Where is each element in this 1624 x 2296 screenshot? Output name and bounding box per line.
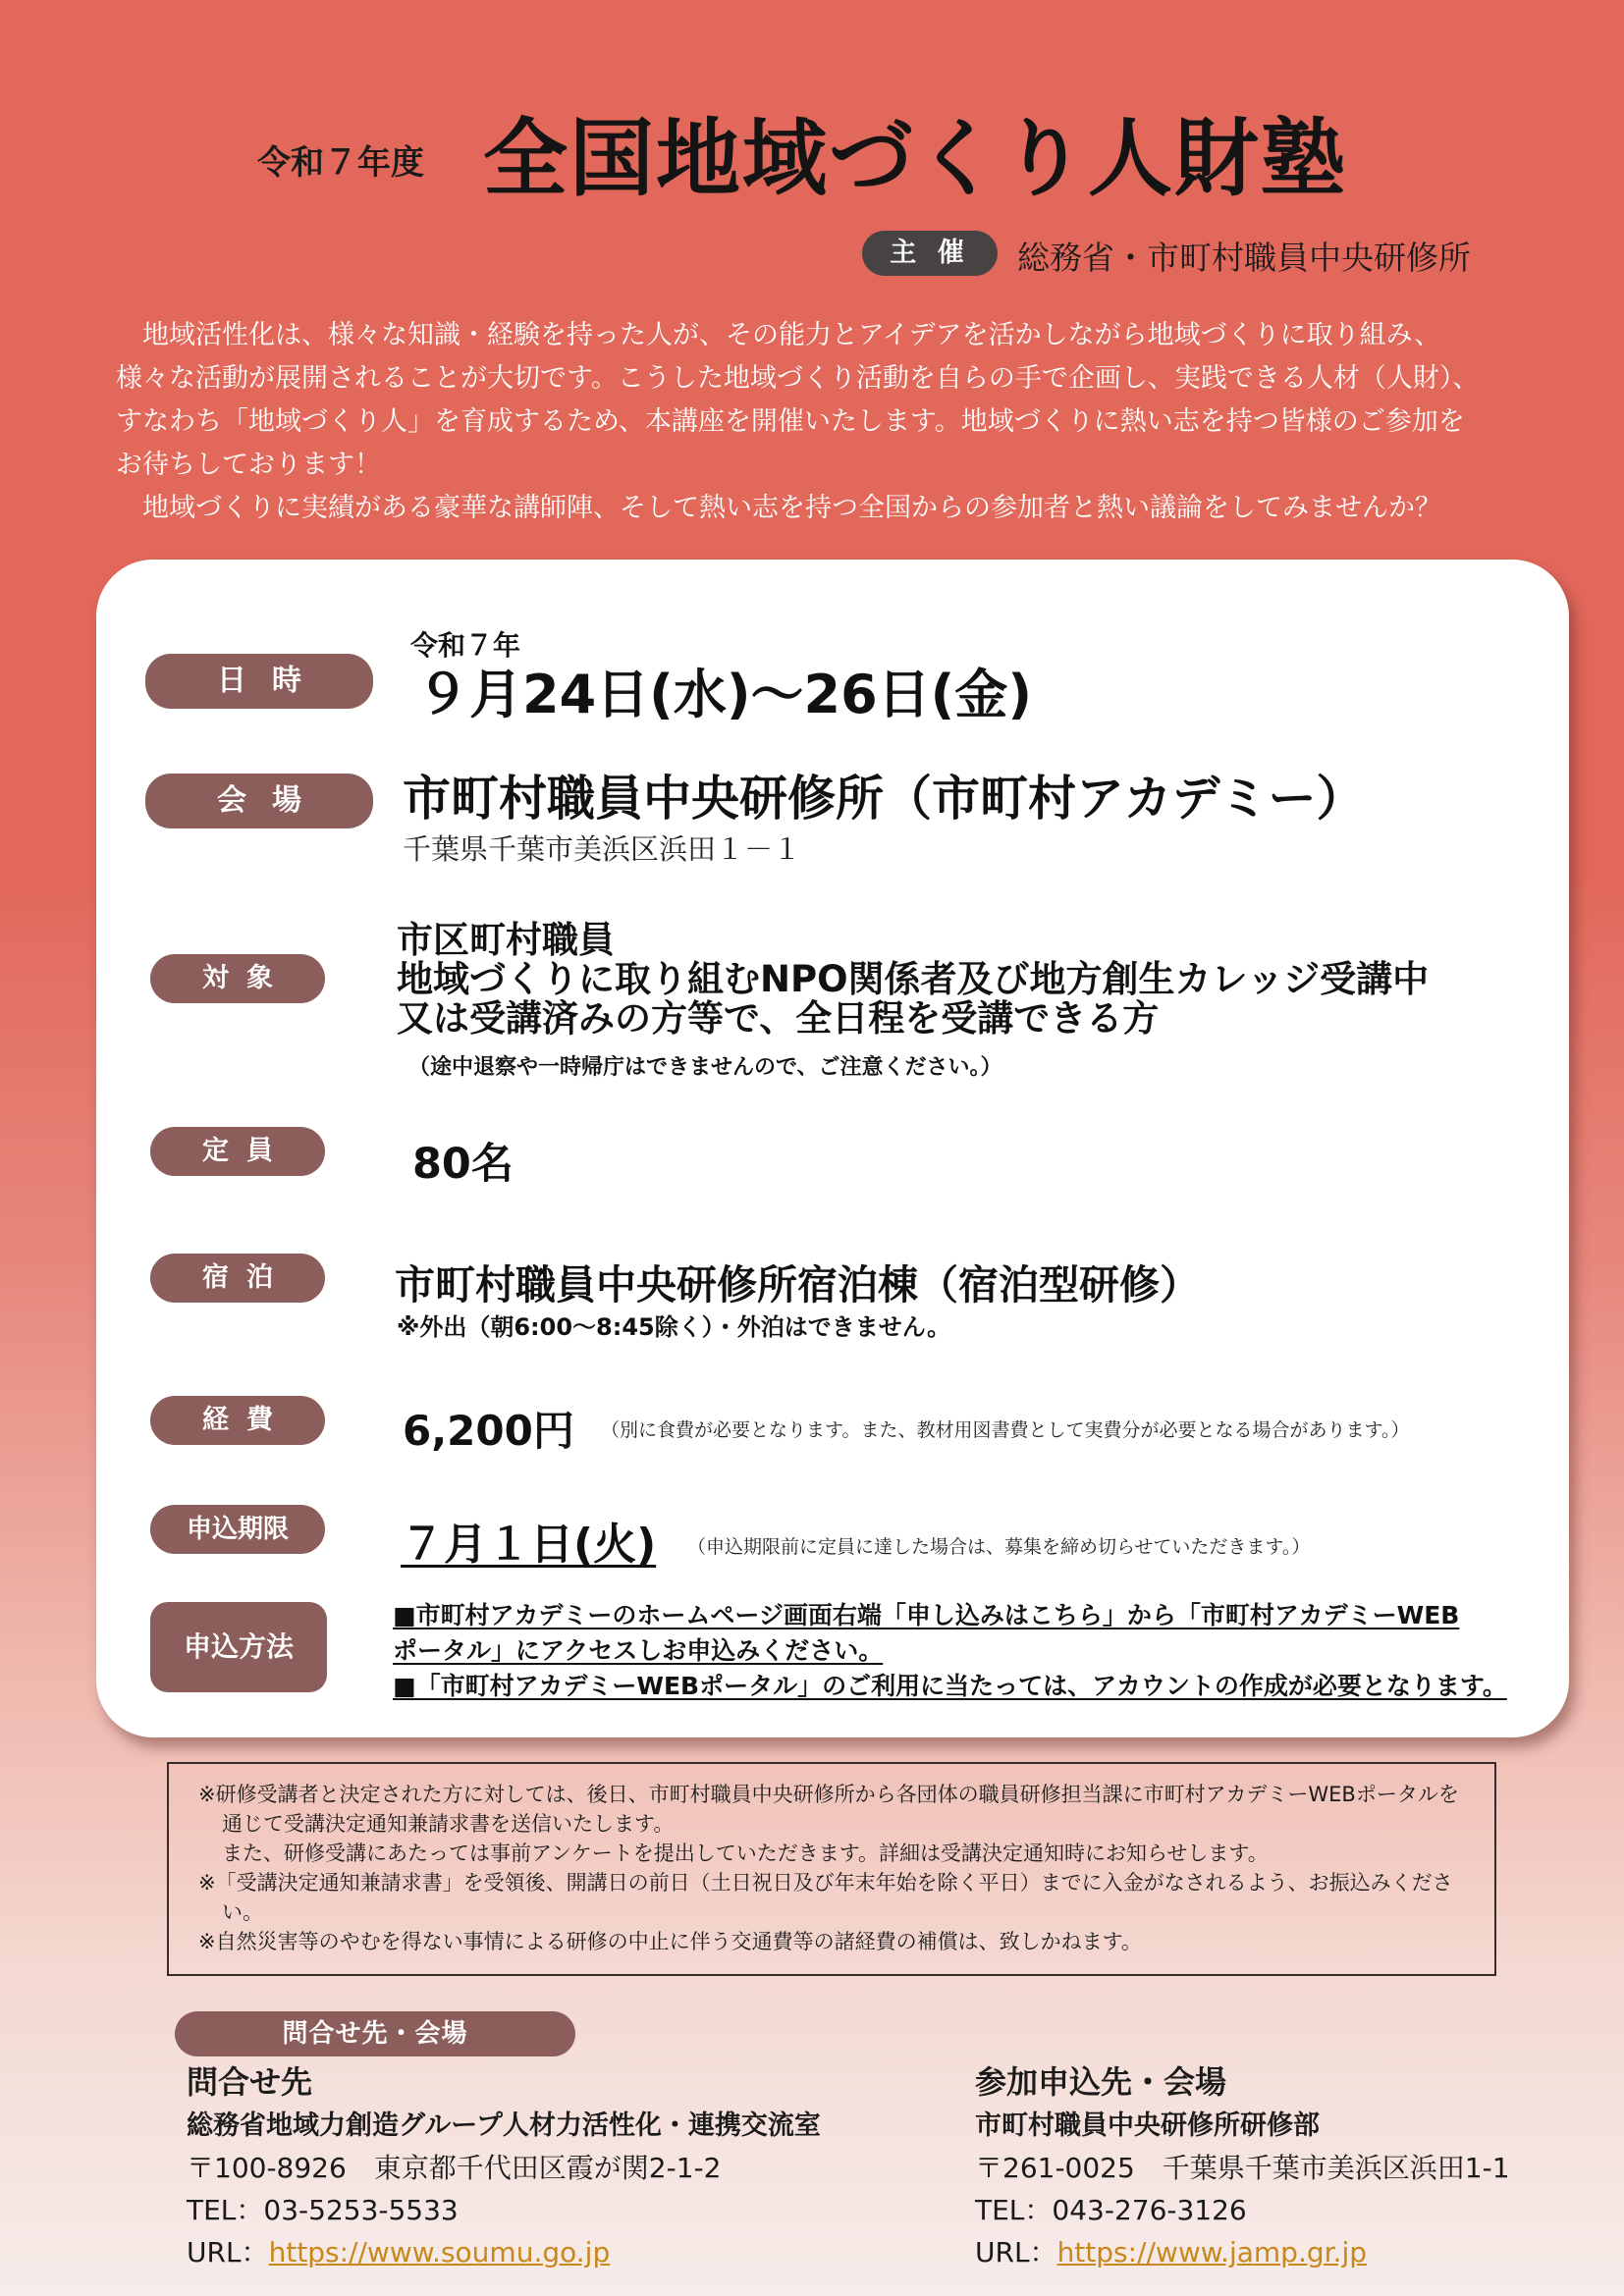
intro-line: 地域活性化は、様々な知識・経験を持った人が、その能力とアイデアを活かしながら地域づくりに取り組み、 <box>142 320 1441 350</box>
method-text <box>393 1598 1532 1704</box>
note-item: また、研修受講にあたっては事前アンケートを提出していただきます。詳細は受講決定通知時にお知らせします。 <box>222 1842 1269 1865</box>
fee-note: （別に食費が必要となります。また、教材用図書費として実費分が必要となる場合があります。） <box>601 1419 1410 1441</box>
lodging-note: ※外出（朝6:00～8:45除く）・外泊はできません。 <box>397 1313 951 1341</box>
method-line: ■「市町村アカデミーWEBポータル」のご利用に当たっては、アカウントの作成が必要となります。 <box>393 1672 1507 1700</box>
inquiry-url-row <box>187 2231 821 2273</box>
contact-inquiry <box>187 2059 821 2273</box>
application-tel: TEL：043-276-3126 <box>975 2194 1247 2226</box>
fiscal-year-label: 令和７年度 <box>257 143 424 183</box>
intro-line: お待ちしております！ <box>116 450 381 480</box>
fee-label: 経費 <box>150 1396 325 1445</box>
date-label: 日時 <box>145 654 373 709</box>
target-label: 対象 <box>150 954 325 1003</box>
method-line: ■市町村アカデミーのホームページ画面右端「申し込みはこちら」から「市町村アカデミーWEB <box>393 1601 1460 1629</box>
target-line: 地域づくりに取り組むNPO関係者及び地方創生カレッジ受講中 <box>397 958 1430 1000</box>
target-note: （途中退察や一時帰庁はできませんので、ご注意ください。） <box>408 1055 1002 1080</box>
inquiry-heading: 問合せ先 <box>187 2063 313 2101</box>
contact-application <box>975 2059 1510 2273</box>
intro-line: 様々な活動が展開されることが大切です。こうした地域づくり活動を自らの手で企画し、実践できる人材（人財）、 <box>116 363 1480 394</box>
inquiry-address: 〒100-8926 東京都千代田区霞が関2-1-2 <box>187 2152 722 2184</box>
application-org: 市町村職員中央研修所研修部 <box>975 2110 1320 2141</box>
date-era: 令和７年 <box>410 629 521 662</box>
note-item: ※「受講決定通知兼請求書」を受領後、開講日の前日（土日祝日及び年末年始を除く平日）までに入金がなされるよう、お振込みください。 <box>198 1871 1453 1924</box>
application-url-link[interactable]: https://www.jamp.gr.jp <box>1056 2236 1368 2269</box>
page-title: 全国地域づくり人財塾 <box>483 110 1347 208</box>
capacity-value: 80名 <box>412 1140 514 1189</box>
lodging-value: 市町村職員中央研修所宿泊棟（宿泊型研修） <box>395 1261 1200 1308</box>
notes-box <box>167 1762 1496 1976</box>
capacity-label: 定員 <box>150 1127 325 1176</box>
inquiry-url-link[interactable]: https://www.soumu.go.jp <box>268 2236 611 2269</box>
intro-line: 地域づくりに実績がある豪華な講師陣、そして熱い志を持つ全国からの参加者と熱い議論をしてみませんか？ <box>142 493 1441 523</box>
application-address: 〒261-0025 千葉県千葉市美浜区浜田1-1 <box>975 2152 1510 2184</box>
deadline-note: （申込期限前に定員に達した場合は、募集を締め切らせていただきます。） <box>687 1536 1311 1558</box>
note-item: ※研修受講者と決定された方に対しては、後日、市町村職員中央研修所から各団体の職員研修担当課に市町村アカデミーWEBポータルを通じて受講決定通知兼請求書を送信いたします。 <box>198 1783 1459 1836</box>
target-list <box>397 921 1429 1039</box>
method-line: ポータル」にアクセスしお申込みください。 <box>393 1636 884 1665</box>
lodging-label: 宿泊 <box>150 1254 325 1303</box>
target-line: 市区町村職員 <box>397 919 615 961</box>
note-item: ※自然災害等のやむを得ない事情による研修の中止に伴う交通費等の諸経費の補償は、致しかねます。 <box>198 1930 1142 1953</box>
venue-name: 市町村職員中央研修所（市町村アカデミー） <box>403 771 1365 827</box>
application-heading: 参加申込先・会場 <box>975 2063 1227 2101</box>
sponsor-name: 総務省・市町村職員中央研修所 <box>1017 239 1471 277</box>
deadline-label: 申込期限 <box>150 1505 325 1554</box>
deadline-value: ７月１日(火) <box>401 1520 657 1570</box>
venue-label: 会場 <box>145 774 373 828</box>
application-url-label: URL： <box>975 2236 1057 2269</box>
contact-section-label: 問合せ先・会場 <box>175 2011 575 2056</box>
intro-line: すなわち「地域づくり人」を育成するため、本講座を開催いたします。地域づくりに熱い志を持つ皆様のご参加を <box>116 406 1465 437</box>
inquiry-tel: TEL：03-5253-5533 <box>187 2194 459 2226</box>
intro-text <box>116 314 1520 530</box>
date-value: ９月24日(水)～26日(金) <box>416 664 1033 725</box>
method-label: 申込方法 <box>150 1602 327 1692</box>
application-url-row <box>975 2231 1510 2273</box>
inquiry-org: 総務省地域力創造グループ人材力活性化・連携交流室 <box>187 2110 821 2141</box>
target-line: 又は受講済みの方等で、全日程を受講できる方 <box>397 997 1160 1040</box>
fee-value: 6,200円 <box>403 1407 574 1455</box>
inquiry-url-label: URL： <box>187 2236 269 2269</box>
venue-address: 千葉県千葉市美浜区浜田１－１ <box>403 832 802 866</box>
sponsor-badge: 主 催 <box>862 231 998 276</box>
